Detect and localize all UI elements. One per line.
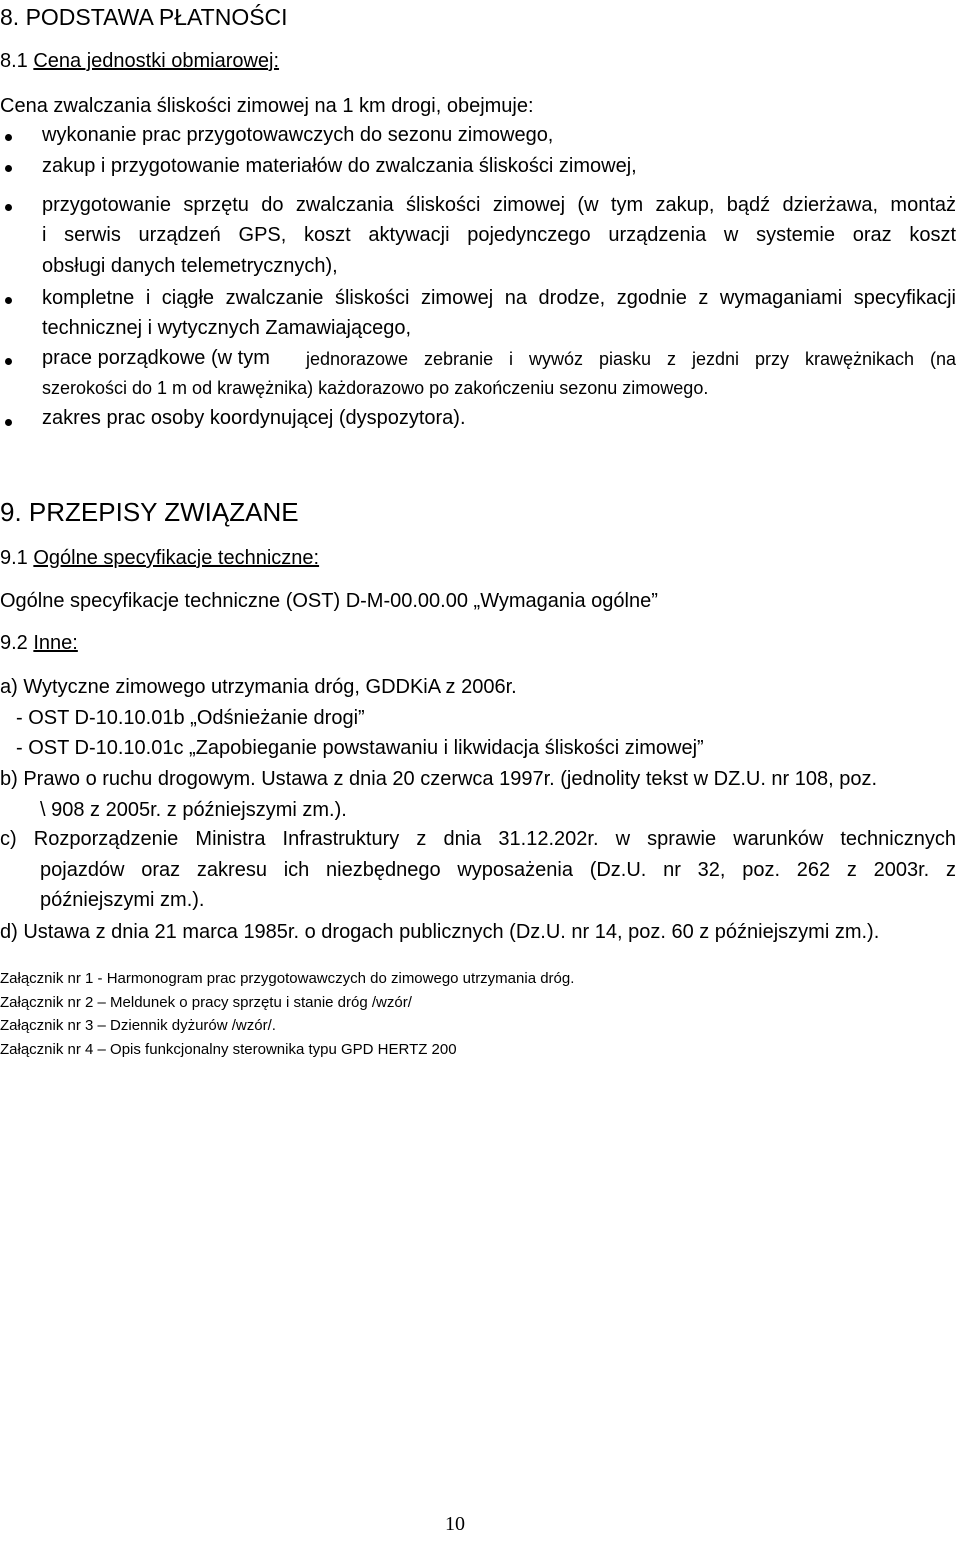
bullet-icon <box>5 419 12 426</box>
section-9-1-body: Ogólne specyfikacje techniczne (OST) D-M-00.00.00 „Wymagania ogólne” <box>0 590 658 612</box>
section-9-heading: 9. PRZEPISY ZWIĄZANE <box>0 497 299 527</box>
section-8-heading: 8. PODSTAWA PŁATNOŚCI <box>0 4 288 30</box>
bullet-item-5-line-2: szerokości do 1 m od krawężnika) każdorazowo po zakończeniu sezonu zimowego. <box>42 378 709 398</box>
section-8-1-heading <box>0 50 279 73</box>
reference-d: d) Ustawa z dnia 21 marca 1985r. o drogach publicznych (Dz.U. nr 14, poz. 60 z późniejszymi zm.). <box>0 921 880 943</box>
reference-c-line-3: późniejszymi zm.). <box>40 889 205 911</box>
attachment-2: Załącznik nr 2 – Meldunek o pracy sprzętu i stanie dróg /wzór/ <box>0 994 412 1011</box>
bullet-item-3-line-3: obsługi danych telemetrycznych), <box>42 255 338 277</box>
bullet-item-4-line-2: technicznej i wytycznych Zamawiającego, <box>42 317 412 339</box>
reference-c-line-1: c) Rozporządzenie Ministra Infrastruktury z dnia 31.12.202r. w sprawie warunków technicznych <box>0 828 956 850</box>
section-8-1-number: 8.1 <box>0 50 34 72</box>
attachment-3: Załącznik nr 3 – Dziennik dyżurów /wzór/. <box>0 1017 276 1034</box>
attachment-4: Załącznik nr 4 – Opis funkcjonalny sterownika typu GPD HERTZ 200 <box>0 1041 457 1058</box>
bullet-item-2: zakup i przygotowanie materiałów do zwalczania śliskości zimowej, <box>42 155 637 177</box>
reference-a-sub-2: - OST D-10.10.01c „Zapobieganie powstawaniu i likwidacja śliskości zimowej” <box>16 737 704 759</box>
bullet-icon <box>5 358 12 365</box>
bullet-item-5-line-1b: jednorazowe zebranie i wywóz piasku z jezdni przy krawężnikach (na <box>306 349 956 369</box>
section-9-1-heading <box>0 547 319 570</box>
bullet-item-3-line-2: i serwis urządzeń GPS, koszt aktywacji pojedynczego urządzenia w systemie oraz koszt <box>42 224 956 246</box>
bullet-item-6: zakres prac osoby koordynującej (dyspozytora). <box>42 407 466 429</box>
bullet-item-3-line-1: przygotowanie sprzętu do zwalczania śliskości zimowej (w tym zakup, bądź dzierżawa, montaż <box>42 194 956 216</box>
section-8-intro: Cena zwalczania śliskości zimowej na 1 km drogi, obejmuje: <box>0 95 534 117</box>
section-9-2-heading <box>0 632 78 655</box>
attachment-1: Załącznik nr 1 - Harmonogram prac przygotowawczych do zimowego utrzymania dróg. <box>0 970 575 987</box>
bullet-icon <box>5 134 12 141</box>
reference-b-line-1: b) Prawo o ruchu drogowym. Ustawa z dnia 20 czerwca 1997r. (jednolity tekst w DZ.U. nr 108, poz. <box>0 768 878 790</box>
bullet-item-4-line-1: kompletne i ciągłe zwalczanie śliskości zimowej na drodze, zgodnie z wymaganiami specyfikacji <box>42 287 956 309</box>
bullet-item-1: wykonanie prac przygotowawczych do sezonu zimowego, <box>42 124 554 146</box>
page-number: 10 <box>445 1513 465 1535</box>
reference-b-line-2: \ 908 z 2005r. z późniejszymi zm.). <box>40 799 347 821</box>
section-9-2-title: Inne: <box>33 632 78 654</box>
section-9-1-number: 9.1 <box>0 547 34 569</box>
section-9-2-number: 9.2 <box>0 632 34 654</box>
section-8-1-title: Cena jednostki obmiarowej: <box>33 50 280 72</box>
bullet-icon <box>5 297 12 304</box>
reference-a-sub-1: - OST D-10.10.01b „Odśnieżanie drogi” <box>16 707 365 729</box>
section-9-1-title: Ogólne specyfikacje techniczne: <box>33 547 320 569</box>
reference-a: a) Wytyczne zimowego utrzymania dróg, GDDKiA z 2006r. <box>0 676 517 698</box>
bullet-item-5-line-1a: prace porządkowe (w tym <box>42 347 270 369</box>
reference-c-line-2: pojazdów oraz zakresu ich niezbędnego wyposażenia (Dz.U. nr 32, poz. 262 z 2003r. z <box>40 859 956 881</box>
bullet-icon <box>5 204 12 211</box>
bullet-icon <box>5 165 12 172</box>
